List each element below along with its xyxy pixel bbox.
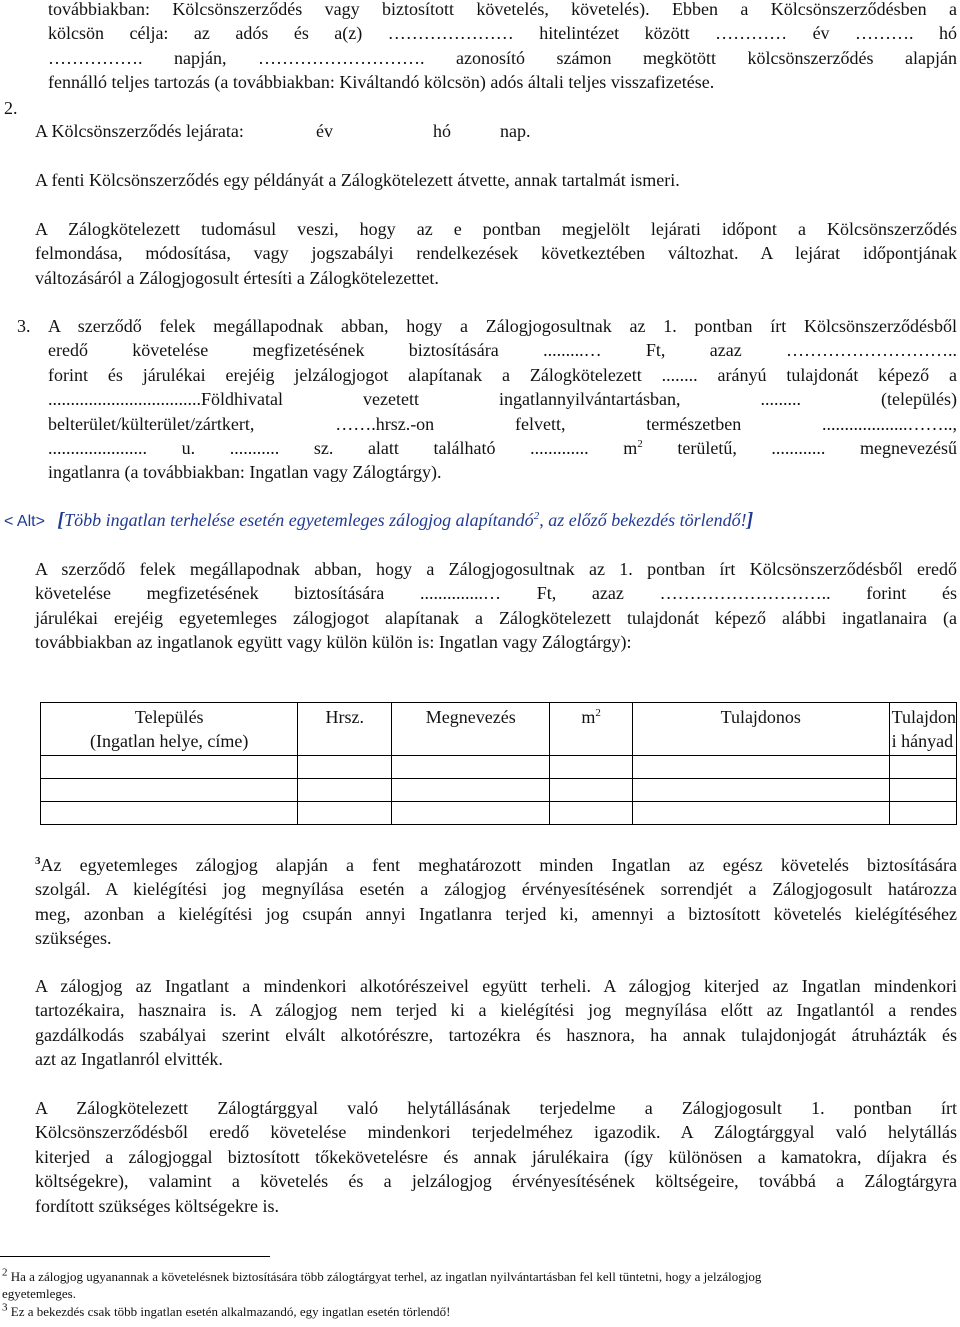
text-line: forint és járulékai erejéig jelzálogjogot alapítanak a Zálogkötelezett ........ arányú tulajdonát képező a [48, 364, 957, 385]
col-header-area: $m^2$ [550, 703, 632, 756]
footnote-3 [2, 1303, 902, 1320]
text-segment: területű, ............ megnevezésű [642, 438, 957, 459]
text-line: továbbiakban az ingatlanok együtt vagy külön külön is: Ingatlan vagy Zálogtárgy): [35, 632, 632, 653]
footnote-text: Ha a zálogjog ugyanannak a követelésnek biztosítására több zálogtárgyat terhel, az ingatlan nyilvántartásban fel kell tüntetni, hogy a jelzálogjog [10, 1269, 762, 1284]
expiry-label: A Kölcsönszerződés lejárata: [35, 121, 244, 141]
text-line: járulékai erejéig egyetemleges zálogjogot alapítanak a Zálogkötelezett tulajdonát képező alábbi ingatlanaira (a [35, 607, 957, 628]
table-cell[interactable] [889, 779, 956, 802]
table-row [41, 756, 957, 779]
text-line: költségekre), valamint a követelés és a jelzálogjog érvényesítésének költségeire, továbbá a Zálogtárgyra [35, 1171, 957, 1192]
text-line: A Zálogkötelezett tudomásul veszi, hogy az e pontban megjelölt lejárati időpont a Kölcsönszerződés [35, 219, 957, 239]
open-bracket: [ [57, 509, 65, 531]
text-line: kiterjed a zálogjoggal biztosított tőkekövetelésre és annak járulékaira (így különösen a kamatokra, díjakra és [35, 1146, 957, 1167]
text-line: $^3$Az egyetemleges zálogjog alapján a fent meghatározott minden Ingatlan az egész követelés biztosítására [35, 855, 957, 875]
text-line: Kölcsönszerződésből eredő követelése mindenkori terjedelméhez igazodik. A Zálogtárggyal való helytállás [35, 1122, 957, 1143]
footnote-2 [2, 1268, 902, 1302]
expiry-notice [35, 217, 957, 290]
text-line: felmondása, módosítása, vagy jogszabályi rendelkezések következtében változhat. A lejárat időpontjának [35, 243, 957, 264]
col-header-owner: Tulajdonos [632, 703, 889, 756]
properties-table [40, 702, 957, 825]
footnote-text: egyetemleges. [2, 1286, 76, 1301]
footnote-ref: 2 [533, 510, 540, 522]
text-line: A Zálogkötelezett Zálogtárggyal való helytállásának terjedelme a Zálogjogosult 1. pontban írt [35, 1098, 957, 1118]
table-cell[interactable] [632, 802, 889, 825]
text-line: kölcsön célja: az adós és a(z) ………………… hitelintézet között ………… év ………. hó [48, 23, 957, 44]
text-line: A szerződő felek megállapodnak abban, hogy a Zálogjogosultnak az 1. pontban írt Kölcsönszerződésből [48, 316, 957, 336]
text-line: szükséges. [35, 928, 112, 949]
text-line: tartozékaira, hasznaira is. A zálogjog nem terjed ki a kielégítési jog megnyílása előtt az Ingatlantól a rendes [35, 1000, 957, 1021]
table-cell[interactable] [392, 802, 550, 825]
text-segment: ...................... u. ........... sz. alatt található ............. m [48, 438, 638, 459]
text-line [48, 436, 957, 460]
pledge-paragraph [48, 314, 957, 485]
expiry-day-label: nap. [500, 121, 531, 141]
footnote-text: Ez a bekezdés csak több ingatlan esetén alkalmazandó, egy ingatlan esetén törlendő! [10, 1304, 451, 1319]
col-header-name: Megnevezés [392, 703, 550, 756]
section-number: 3. [17, 316, 31, 336]
joint-pledge-explanation [35, 853, 957, 951]
table-row [41, 779, 957, 802]
table-cell[interactable] [889, 756, 956, 779]
table-cell[interactable] [550, 802, 632, 825]
col-header-hrsz: Hrsz. [298, 703, 392, 756]
table-cell[interactable] [41, 802, 298, 825]
table-cell[interactable] [298, 802, 392, 825]
text-line: ingatlanra (a továbbiakban: Ingatlan vagy Zálogtárgy). [48, 462, 442, 483]
text-line: követelése megfizetésének biztosítására ..............… Ft, azaz ……………………….. forint és [35, 583, 957, 604]
text-line: gazdálkodás szabályai szerint elvált alkotórészre, tartozékra és hasznora, ha annak tulajdonjogát átruházták és [35, 1024, 957, 1045]
table-cell[interactable] [41, 756, 298, 779]
alt-instruction-tail: , az előző bekezdés törlendő! [539, 510, 747, 530]
table-cell[interactable] [298, 756, 392, 779]
text-line: A szerződő felek megállapodnak abban, hogy a Zálogjogosultnak az 1. pontban írt Kölcsönszerződésből eredő [35, 559, 957, 579]
text-line: A zálogjog az Ingatlant a mindenkori alkotórészeivel együtt terheli. A zálogjog kiterjed az Ingatlan mindenkori [35, 976, 957, 996]
liability-paragraph [35, 1096, 957, 1218]
text-line: továbbiakban: Kölcsönszerződés vagy biztosított követelés, követelés). Ebben a Kölcsönszerződésben a [48, 0, 957, 19]
text-line: ……………. napján, ………………………. azonosító számon megkötött kölcsönszerződés alapján [48, 47, 957, 68]
table-cell[interactable] [889, 802, 956, 825]
alt-tag: < Alt> [4, 513, 45, 530]
superscript: 2 [637, 438, 643, 451]
text-line: meg, azonban a kielégítési jog csupán annyi Ingatlanra terjed ki, amennyi a biztosított követelés kielégítéséhez [35, 903, 957, 924]
text-line: fennálló teljes tartozás (a továbbiakban: Kiváltandó kölcsön) adós általi teljes visszafizetése. [48, 72, 715, 93]
footnote-separator [0, 1256, 270, 1257]
copy-received-text: A fenti Kölcsönszerződés egy példányát a Zálogkötelezett átvette, annak tartalmát ismeri. [35, 170, 680, 190]
expiry-year-label: év [316, 121, 333, 141]
table-cell[interactable] [632, 779, 889, 802]
footnote-number: 2 [2, 1266, 8, 1279]
table-cell[interactable] [392, 756, 550, 779]
expiry-month-label: hó [433, 121, 451, 141]
expiry-line [35, 119, 735, 143]
table-row [41, 802, 957, 825]
joint-pledge-paragraph [35, 557, 957, 655]
table-header-row [41, 703, 957, 756]
table-cell[interactable] [550, 779, 632, 802]
col-header-settlement: Település (Ingatlan helye, címe) [41, 703, 298, 756]
table-cell[interactable] [392, 779, 550, 802]
alternative-note [4, 508, 753, 534]
footnote-ref: 3 [35, 855, 41, 867]
table-cell[interactable] [550, 756, 632, 779]
text-line: belterület/külterület/zártkert, …….hrsz.-on felvett, természetben ...................…….., [48, 413, 957, 434]
alt-instruction: Több ingatlan terhelése esetén egyetemleges zálogjog alapítandó [64, 510, 534, 530]
table-cell[interactable] [298, 779, 392, 802]
col-header-share: Tulajdon i hányad [889, 703, 956, 756]
text-line: azt az Ingatlanról elvitték. [35, 1049, 223, 1070]
section-number: 2. [4, 98, 18, 118]
close-bracket: ] [746, 509, 754, 531]
text-line: ..................................Földhivatal vezetett ingatlannyilvántartásban, ......... (település) [48, 389, 957, 410]
text-line: eredő követelése megfizetésének biztosítására .........… Ft, azaz ……………………….. [48, 340, 957, 361]
text-line: szolgál. A kielégítési jog megnyílása esetén a zálogjog érvényesítésének sorrendjét a Zálogjogosult határozza [35, 879, 957, 900]
text-line: változásáról a Zálogjogosult értesíti a Zálogkötelezettet. [35, 267, 439, 288]
table-cell[interactable] [41, 779, 298, 802]
table-cell[interactable] [632, 756, 889, 779]
text-line: fordított szükséges költségekre is. [35, 1195, 279, 1216]
component-parts-paragraph [35, 974, 957, 1072]
intro-paragraph [48, 0, 957, 95]
footnote-number: 3 [2, 1301, 8, 1314]
